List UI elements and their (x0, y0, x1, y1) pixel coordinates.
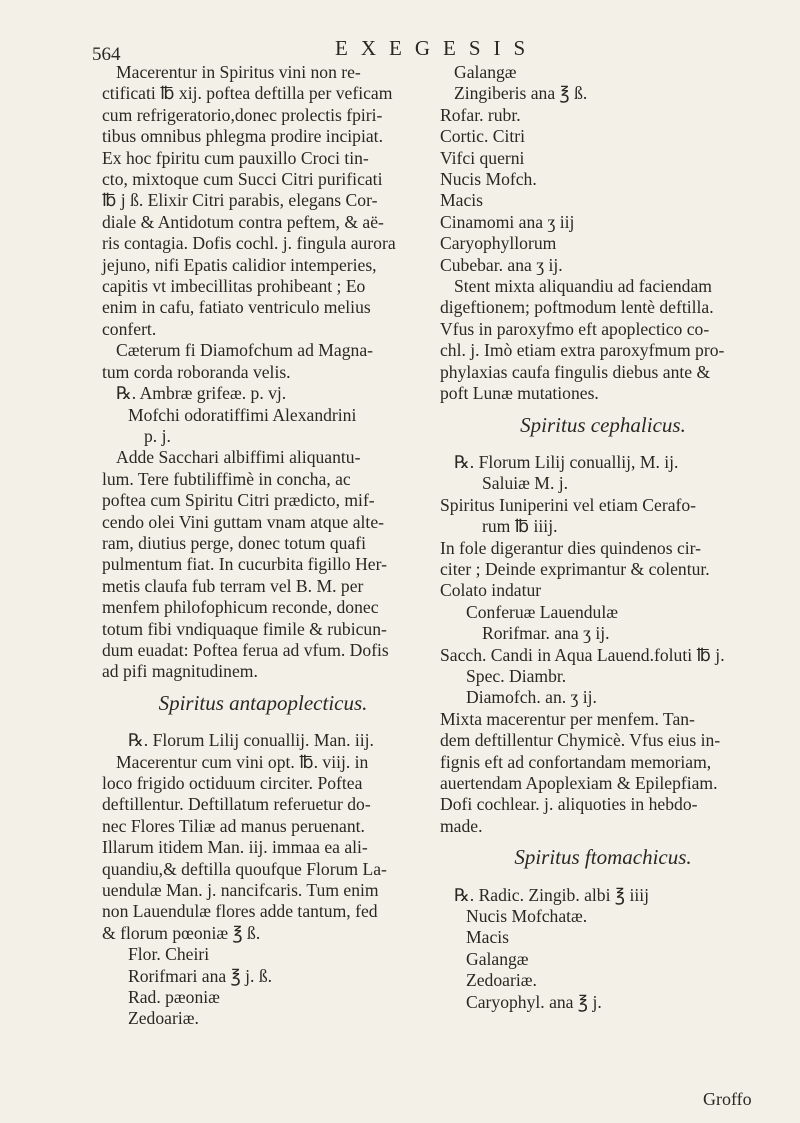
recipe-line: Saluiæ M. j. (482, 473, 569, 494)
text-line: dum euadat: Poftea ferua ad vfum. Dofis (102, 639, 389, 660)
text-line: tibus omnibus phlegma prodire incipiat. (102, 126, 383, 147)
text-line: Vfus in paroxyfmo eft apoplectico co- (440, 318, 710, 339)
spacer (440, 877, 766, 885)
text-line: chl. j. Imò etiam extra paroxyfmum pro- (440, 340, 725, 361)
text-line: uendulæ Man. j. nancifcaris. Tum enim (102, 880, 379, 901)
text-line: jejuno, nifi Epatis calidior intemperies, (102, 254, 377, 275)
text-line: Ex hoc fpiritu cum pauxillo Croci tin- (102, 147, 369, 168)
text-line: Spec. Diambr. (466, 665, 567, 686)
text-line: ℔ j ß. Elixir Citri parabis, elegans Cor- (102, 190, 378, 211)
text-line: Mixta macerentur per menfem. Tan- (440, 708, 695, 729)
recipe-line: Galangæ (454, 62, 517, 82)
catchword: Groffo (703, 1089, 752, 1109)
text-line: ram, diutius perge, donec totum quafi (102, 532, 367, 553)
recipe-line: Rorifmari ana ℥ j. ß. (128, 965, 273, 986)
recipe-line: Caryophyllorum (440, 233, 557, 254)
recipe-line: Conferuæ Lauendulæ (466, 601, 618, 622)
text-line: auertendam Apoplexiam & Epilepfiam. (440, 773, 718, 793)
text-line: poftea cum Spiritu Citri prædicto, mif- (102, 490, 375, 511)
text-line: enim in cafu, fatiato ventriculo melius (102, 297, 371, 318)
recipe-line: Cortic. Citri (440, 126, 526, 147)
recipe-line: Zingiberis ana ℥ ß. (454, 83, 588, 104)
recipe-line: Vifci querni (440, 147, 525, 168)
text-line: In fole digerantur dies quindenos cir- (440, 537, 702, 558)
text-line: citer ; Deinde exprimantur & colentur. (440, 558, 710, 579)
recipe-line: Galangæ (466, 948, 529, 969)
text-line: totum fibi vndiquaque fimile & rubicun- (102, 618, 387, 639)
text-line: cendo olei Vini guttam vnam atque alte- (102, 511, 384, 532)
text-line: lum. Tere fubtiliffimè in concha, ac (102, 468, 351, 489)
text-line: cto, mixtoque cum Succi Citri purificati (102, 169, 383, 190)
text-line: Illarum itidem Man. iij. immaa ea ali- (102, 837, 368, 858)
recipe-line: Macis (440, 190, 483, 211)
left-column (102, 62, 424, 1030)
spacer (102, 722, 424, 730)
text-line: deftillentur. Deftillatum referuetur do- (102, 794, 371, 815)
text-line: ad pifi magnitudinem. (102, 661, 258, 682)
text-line: Stent mixta aliquandiu ad faciendam (454, 276, 712, 297)
spacer (440, 444, 766, 452)
recipe-line: Macis (466, 927, 509, 948)
text-line: confert. (102, 318, 157, 339)
recipe-line: Zedoariæ. (466, 970, 537, 991)
recipe-line: p. j. (144, 425, 171, 446)
section-heading: Spiritus ftomachicus. (514, 845, 692, 870)
text-line: pulmentum fiat. In cucurbita figillo Her- (102, 554, 387, 575)
page-number: 564 (92, 44, 121, 65)
recipe-line: Rad. pæoniæ (128, 987, 220, 1008)
text-line: menfem philofophicum reconde, donec (102, 597, 379, 618)
recipe-line: ℞. Florum Lilij conuallij. Man. iij. (128, 730, 374, 751)
text-line: Sacch. Candi in Aqua Lauend.foluti ℔ j. (440, 644, 725, 665)
text-line: Spiritus Iuniperini vel etiam Cerafo- (440, 494, 697, 515)
recipe-line: Nucis Mofchatæ. (466, 906, 588, 927)
text-line: dem deftillentur Chymicè. Vfus eius in- (440, 730, 721, 751)
right-column (440, 62, 766, 1013)
recipe-line: Mofchi odoratiffimi Alexandrini (128, 404, 357, 425)
running-title: EXEGESIS (335, 36, 539, 60)
text-line: digeftionem; poftmodum lentè deftilla. (440, 297, 714, 318)
recipe-line: Cubebar. ana ʒ ij. (440, 254, 563, 275)
text-line: & florum pœoniæ ℥ ß. (102, 922, 261, 943)
text-line: made. (440, 815, 483, 836)
text-line: Colato indatur (440, 580, 542, 601)
section-heading: Spiritus cephalicus. (520, 412, 686, 437)
recipe-line: Caryophyl. ana ℥ j. (466, 991, 602, 1012)
text-line: tum corda roboranda velis. (102, 361, 291, 382)
recipe-line: Zedoariæ. (128, 1008, 199, 1029)
text-line: rum ℔ iiij. (482, 516, 558, 537)
text-line: Cæterum fi Diamofchum ad Magna- (116, 340, 373, 361)
text-line: diale & Antidotum contra peftem, & aë- (102, 211, 384, 232)
text-line: ris contagia. Dofis cochl. j. fingula aurora (102, 233, 396, 254)
text-line: fignis eft ad confortandam memoriam, (440, 751, 712, 772)
text-line: Adde Sacchari albiffimi aliquantu- (116, 447, 361, 468)
recipe-line: ℞. Radic. Zingib. albi ℥ iiij (454, 884, 650, 905)
recipe-line: ℞. Florum Lilij conuallij, M. ij. (454, 451, 679, 472)
text-line: Diamofch. an. ʒ ij. (466, 687, 597, 708)
text-line: quandiu,& deftilla quoufque Florum La- (102, 858, 387, 879)
recipe-line: ℞. Ambræ grifeæ. p. vj. (116, 383, 287, 404)
text-line: capitis vt imbecillitas prohibeant ; Eo (102, 276, 366, 297)
recipe-line: Cinamomi ana ʒ iij (440, 211, 575, 232)
text-line: ctificati ℔ xij. poftea deftilla per veficam (102, 83, 393, 104)
text-line: metis claufa fub terram vel B. M. per (102, 575, 364, 596)
text-line: Macerentur in Spiritus vini non re- (116, 62, 361, 82)
text-line: poft Lunæ mutationes. (440, 383, 599, 404)
text-line: cum refrigeratorio,donec prolectis fpiri- (102, 104, 383, 125)
text-line: Dofi cochlear. j. aliquoties in hebdo- (440, 794, 698, 815)
text-line: loco frigido octiduum circiter. Poftea (102, 773, 363, 793)
text-line: nec Flores Tiliæ ad manus peruenant. (102, 815, 365, 836)
recipe-line: Rorifmar. ana ʒ ij. (482, 623, 610, 644)
recipe-line: Rofar. rubr. (440, 104, 521, 125)
recipe-line: Nucis Mofch. (440, 169, 537, 190)
text-line: Macerentur cum vini opt. ℔. viij. in (116, 751, 369, 772)
text-line: non Lauendulæ flores adde tantum, fed (102, 901, 378, 922)
section-heading: Spiritus antapoplecticus. (158, 690, 368, 715)
recipe-line: Flor. Cheiri (128, 944, 210, 965)
text-line: phylaxias caufa fingulis diebus ante & (440, 361, 711, 382)
